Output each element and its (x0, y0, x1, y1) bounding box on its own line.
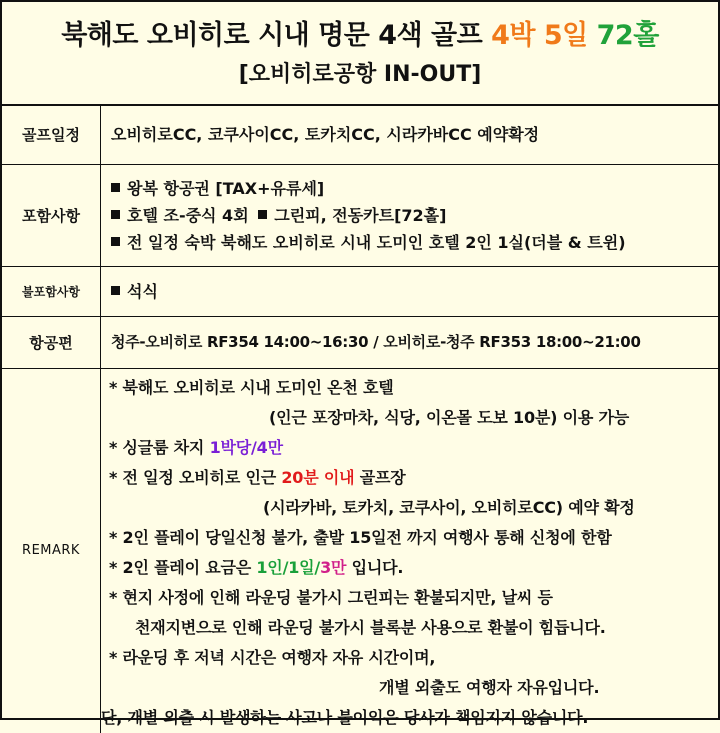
distance-highlight: 20분 이내 (281, 467, 355, 487)
title-holes: 72홀 (596, 20, 659, 51)
label-remark: REMARK (2, 368, 101, 733)
price-amount: 3만 (320, 557, 347, 577)
remark-line: * 전 일정 오비히로 인근 20분 이내 골프장 (109, 467, 406, 487)
row-remark (2, 368, 718, 733)
bullet-square-icon (111, 183, 120, 192)
remark-line: 단, 개별 외출 시 발생하는 사고나 불이익은 당사가 책임지지 않습니다. (101, 707, 589, 727)
included-item: 왕복 항공권 [TAX+유류세] (111, 175, 718, 202)
remark-line: (시라카바, 토카치, 코쿠사이, 오비히로CC) 예약 확정 (263, 497, 635, 517)
remark-line: * 북해도 오비히로 시내 도미인 온천 호텔 (109, 377, 394, 397)
flight-text: 청주-오비히로 RF354 14:00~16:30 / 오비히로-청주 RF353 18:00~21:00 (101, 316, 719, 368)
bullet-square-icon (258, 210, 267, 219)
title-days: 5일 (543, 20, 588, 51)
page-subtitle: [오비히로공항 IN-OUT] (238, 62, 482, 87)
excluded-content: 석식 (101, 266, 719, 316)
remark-content (101, 368, 719, 733)
included-item: 호텔 조-중식 4회 그린피, 전동카트[72홀] (111, 202, 718, 229)
row-included (2, 164, 718, 266)
remark-lines (101, 369, 718, 733)
title-main: 북해도 오비히로 시내 명문 4색 골프 (61, 20, 483, 51)
info-table (2, 106, 718, 733)
included-content (101, 164, 719, 266)
remark-line: * 2인 플레이 당일신청 불가, 출발 15일전 까지 여행사 통해 신청에 한함 (109, 527, 612, 547)
included-item: 전 일정 숙박 북해도 오비히로 시내 도미인 호텔 2인 1실(더블 & 트윈) (111, 229, 718, 256)
label-included: 포함사항 (2, 164, 101, 266)
title-nights: 4박 (491, 20, 535, 51)
row-flight (2, 316, 718, 368)
remark-line: * 싱글룸 차지 1박당/4만 (109, 437, 283, 457)
bullet-square-icon (111, 286, 120, 295)
remark-line: 천재지변으로 인해 라운딩 불가시 블록분 사용으로 환불이 힘듭니다. (135, 617, 606, 637)
bullet-square-icon (111, 210, 120, 219)
label-excluded: 불포함사항 (2, 266, 101, 316)
remark-line: (인근 포장마차, 식당, 이온몰 도보 10분) 이용 가능 (269, 407, 630, 427)
label-golf-schedule: 골프일정 (2, 106, 101, 164)
remark-line: 개별 외출도 여행자 자유입니다. (379, 677, 600, 697)
row-golf-schedule (2, 106, 718, 164)
remark-line: * 라운딩 후 저녁 시간은 여행자 자유 시간이며, (109, 647, 436, 667)
page-title (2, 16, 718, 56)
bullet-square-icon (111, 237, 120, 246)
row-excluded (2, 266, 718, 316)
single-charge: 1박당/4만 (209, 437, 283, 457)
title-box (2, 2, 718, 106)
label-flight: 항공편 (2, 316, 101, 368)
remark-line: * 현지 사정에 인해 라운딩 불가시 그린피는 환불되지만, 날씨 등 (109, 587, 553, 607)
price-per-person: 1인 (256, 557, 283, 577)
golf-schedule-text: 오비히로CC, 코쿠사이CC, 토카치CC, 시라카바CC 예약확정 (101, 106, 719, 164)
remark-line: * 2인 플레이 요금은 1인/1일/3만 입니다. (109, 557, 404, 577)
